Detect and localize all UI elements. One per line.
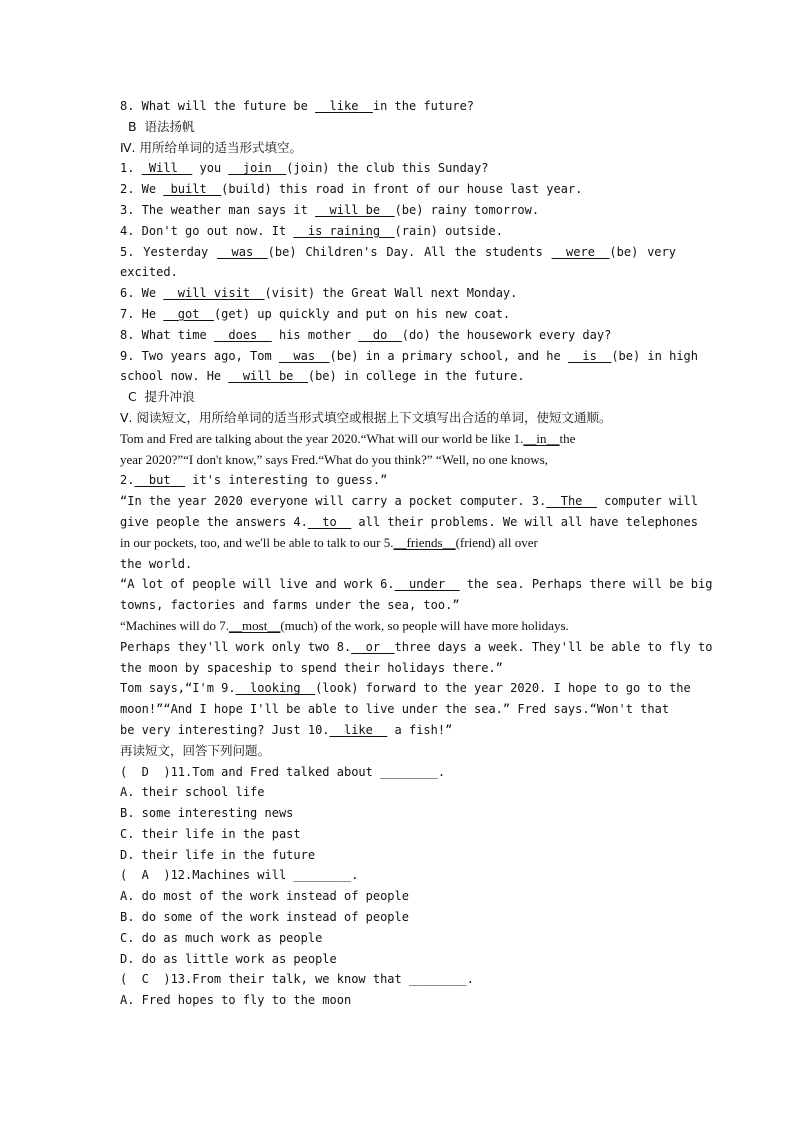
answer-blank: __will visit__: [163, 286, 265, 301]
passage-line: the moon by spaceship to spend their holidays there.”: [120, 660, 503, 675]
passage-line: “In the year 2020 everyone will carry a pocket computer. 3.__The__ computer will: [120, 494, 698, 509]
passage-line: towns, factories and farms under the sea, too.”: [120, 598, 460, 613]
section-heading-c: C 提升冲浪: [128, 389, 195, 405]
passage-line: Perhaps they'll work only two 8.__or__three days a week. They'll be able to fly to: [120, 639, 713, 654]
section-heading-iv: Ⅳ. 用所给单词的适当形式填空。: [120, 139, 302, 155]
answer-blank: __was__: [278, 348, 330, 363]
passage-line: “A lot of people will live and work 6.__under__ the sea. Perhaps there will be big: [120, 577, 713, 592]
answer-blank: __under__: [394, 577, 460, 592]
exercise-line: 3. The weather man says it __will be__(be) rainy tomorrow.: [120, 202, 540, 217]
exercise-line: 4. Don't go out now. It __is raining__(rain) outside.: [120, 223, 503, 238]
question-stem: ( D )11.Tom and Fred talked about ________.: [120, 764, 446, 779]
answer-option: B. some interesting news: [120, 806, 294, 821]
answer-blank: __in__: [523, 430, 560, 446]
passage-line: “Machines will do 7.__most__(much) of the work, so people will have more holidays.: [120, 617, 569, 633]
answer-option: A. do most of the work instead of people: [120, 889, 409, 904]
answer-blank: __to__: [307, 514, 352, 529]
answer-option: C. their life in the past: [120, 826, 301, 841]
answer-option: C. do as much work as people: [120, 930, 323, 945]
exercise-line: [120, 96, 676, 117]
section-heading-v: Ⅴ. 阅读短文，用所给单词的适当形式填空或根据上下文填写出合适的单词，使短文通顺。: [120, 409, 612, 425]
passage-line: Tom and Fred are talking about the year 2020.“What will our world be like 1.__in__the: [120, 430, 576, 446]
exercise-line: excited.: [120, 265, 178, 280]
answer-blank: __does__: [213, 327, 272, 342]
answer-blank: __do__: [358, 327, 402, 342]
answer-option: D. do as little work as people: [120, 951, 337, 966]
exercise-line: 5. Yesterday __was__(be) Children's Day. All the students __were__(be) very: [120, 244, 676, 259]
answer-option: B. do some of the work instead of people: [120, 910, 409, 925]
passage-line: in our pockets, too, and we'll be able to talk to our 5.__friends__(friend) all over: [120, 534, 538, 550]
answer-blank: __or__: [351, 639, 395, 654]
answer-blank: __is raining__: [293, 223, 395, 238]
passage-line: give people the answers 4.__to__ all their problems. We will all have telephones: [120, 514, 698, 529]
answer-blank: __is__: [567, 348, 612, 363]
answer-blank: __most__: [229, 617, 281, 633]
answer-blank: __looking__: [235, 681, 316, 696]
answer-blank: _Will__: [141, 161, 193, 176]
answer-blank: __like__: [315, 99, 373, 113]
answer-option: A. their school life: [120, 785, 265, 800]
section-heading-b: B 语法扬帆: [128, 118, 195, 134]
answer-option: A. Fred hopes to fly to the moon: [120, 993, 352, 1008]
passage-line: moon!”“And I hope I'll be able to live under the sea.” Fred says.“Won't that: [120, 702, 670, 717]
answer-blank: __was__: [217, 244, 268, 259]
question-text: in the future?: [372, 99, 475, 113]
passage-line: the world.: [120, 556, 193, 571]
answer-option: D. their life in the future: [120, 847, 316, 862]
answer-blank: __got__: [163, 306, 214, 321]
exercise-line: school now. He __will be__(be) in college in the future.: [120, 369, 525, 384]
answer-blank: _built__: [163, 182, 222, 197]
exercise-line: 6. We __will visit__(visit) the Great Wall next Monday.: [120, 286, 518, 301]
passage-line: year 2020?”“I don't know,” says Fred.“What do you think?” “Well, no one knows,: [120, 451, 548, 467]
exercise-line: 7. He __got__(get) up quickly and put on his new coat.: [120, 306, 511, 321]
passage-line: Tom says,“I'm 9.__looking__(look) forward to the year 2020. I hope to go to the: [120, 681, 691, 696]
question-stem: ( C )13.From their talk, we know that ________.: [120, 972, 475, 987]
answer-blank: __but__: [134, 473, 186, 488]
reread-instruction: 再读短文，回答下列问题。: [120, 742, 271, 758]
answer-blank: __The__: [546, 494, 597, 509]
answer-blank: __were__: [551, 244, 610, 259]
passage-line: 2.__but__ it's interesting to guess.”: [120, 473, 388, 488]
question-text: 8. What will the future be: [120, 99, 316, 113]
answer-blank: __will be__: [315, 202, 395, 217]
answer-blank: __like__: [329, 722, 388, 737]
exercise-line: 1. _Will__ you __join__(join) the club this Sunday?: [120, 161, 489, 176]
answer-blank: __will be__: [228, 369, 308, 384]
passage-line: be very interesting? Just 10.__like__ a fish!”: [120, 722, 453, 737]
answer-blank: __join__: [228, 161, 287, 176]
exercise-line: 2. We _built__(build) this road in front of our house last year.: [120, 182, 583, 197]
worksheet-page: [120, 96, 713, 1011]
answer-blank: __friends__: [393, 534, 456, 550]
exercise-line: 8. What time __does__ his mother __do__(do) the housework every day?: [120, 327, 612, 342]
exercise-line: 9. Two years ago, Tom __was__(be) in a primary school, and he __is__(be) in high: [120, 348, 699, 363]
question-stem: ( A )12.Machines will ________.: [120, 868, 359, 883]
